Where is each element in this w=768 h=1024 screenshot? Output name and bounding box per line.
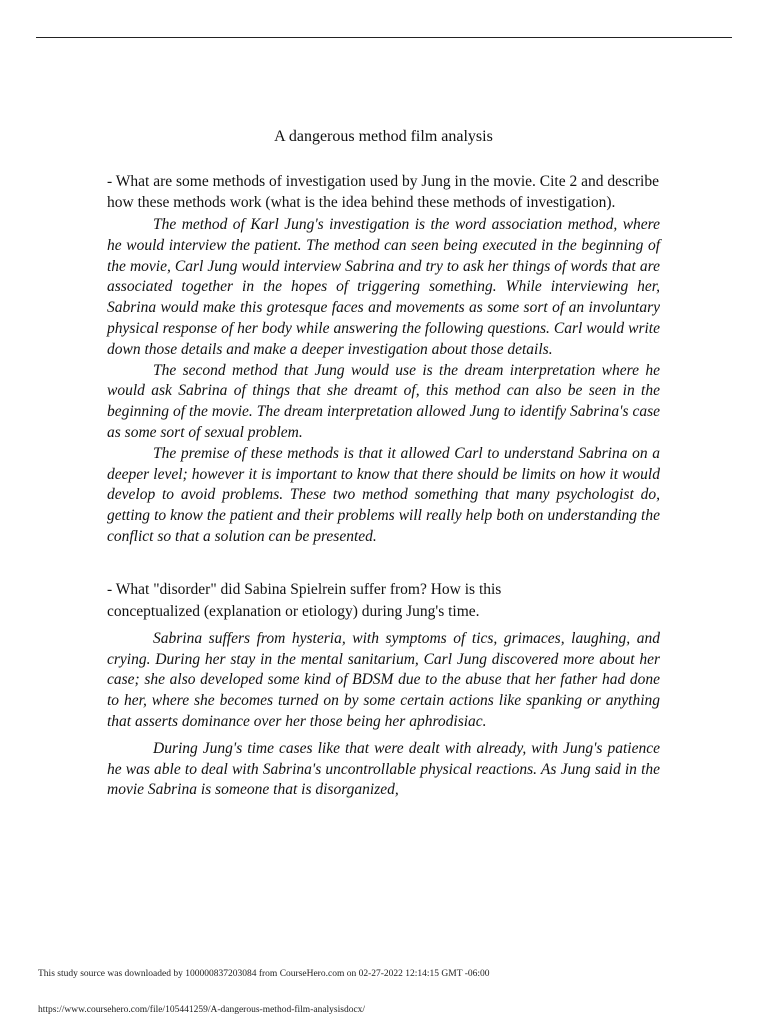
question-2-line-1: - What "disorder" did Sabina Spielrein suffer from? How is this (107, 580, 502, 598)
top-divider (36, 37, 732, 38)
answer-2-paragraph-1: Sabrina suffers from hysteria, with symptoms of tics, grimaces, laughing, and crying. During her stay in the mental sanitarium, Carl Jung discovered more about her case; she also developed some kind of BDSM due to the abuse that her father had done to her, where she becomes turned on by some certain actions like spanking or anything that asserts dominance over her those being her aphrodisiac. (107, 629, 660, 730)
question-1: - What are some methods of investigation used by Jung in the movie. Cite 2 and describe how these methods work (what is the idea behind these methods of investigation). (107, 173, 659, 211)
answer-1-paragraph-3: The premise of these methods is that it allowed Carl to understand Sabrina on a deeper level; however it is important to know that there should be limits on how it would develop to avoid problems. These two method something that many psychologist do, getting to know the patient and their problems will really help both on understanding the conflict so that a solution can be presented. (107, 444, 660, 545)
document-body (107, 128, 660, 801)
answer-2-paragraph-2: During Jung's time cases like that were dealt with already, with Jung's patience he was able to deal with Sabrina's uncontrollable physical reactions. As Jung said in the movie Sabrina is someone that is disorganized, (107, 739, 660, 799)
question-2-line-2: conceptualized (explanation or etiology) during Jung's time. (107, 602, 480, 620)
document-title: A dangerous method film analysis (274, 128, 493, 145)
source-url[interactable]: https://www.coursehero.com/file/105441259/A-dangerous-method-film-analysisdocx/ (38, 1005, 366, 1015)
download-source-note: This study source was downloaded by 100000837203084 from CourseHero.com on 02-27-2022 12:14:15 GMT -06:00 (38, 969, 490, 979)
answer-1-paragraph-1: The method of Karl Jung's investigation is the word association method, where he would interview the patient. The method can seen being executed in the beginning of the movie, Carl Jung would interview Sabrina and try to ask her things of words that are associated together in the hopes of triggering something. While interviewing her, Sabrina would make this grotesque faces and movements as some sort of an involuntary physical response of her body while answering the following questions. Carl would write down those details and make a deeper investigation about those details. (107, 216, 660, 358)
answer-1-paragraph-2: The second method that Jung would use is the dream interpretation where he would ask Sabrina of things that she dreamt of, this method can also be seen in the beginning of the movie. The dream interpretation allowed Jung to identify Sabrina's case as some sort of sexual problem. (107, 361, 660, 441)
